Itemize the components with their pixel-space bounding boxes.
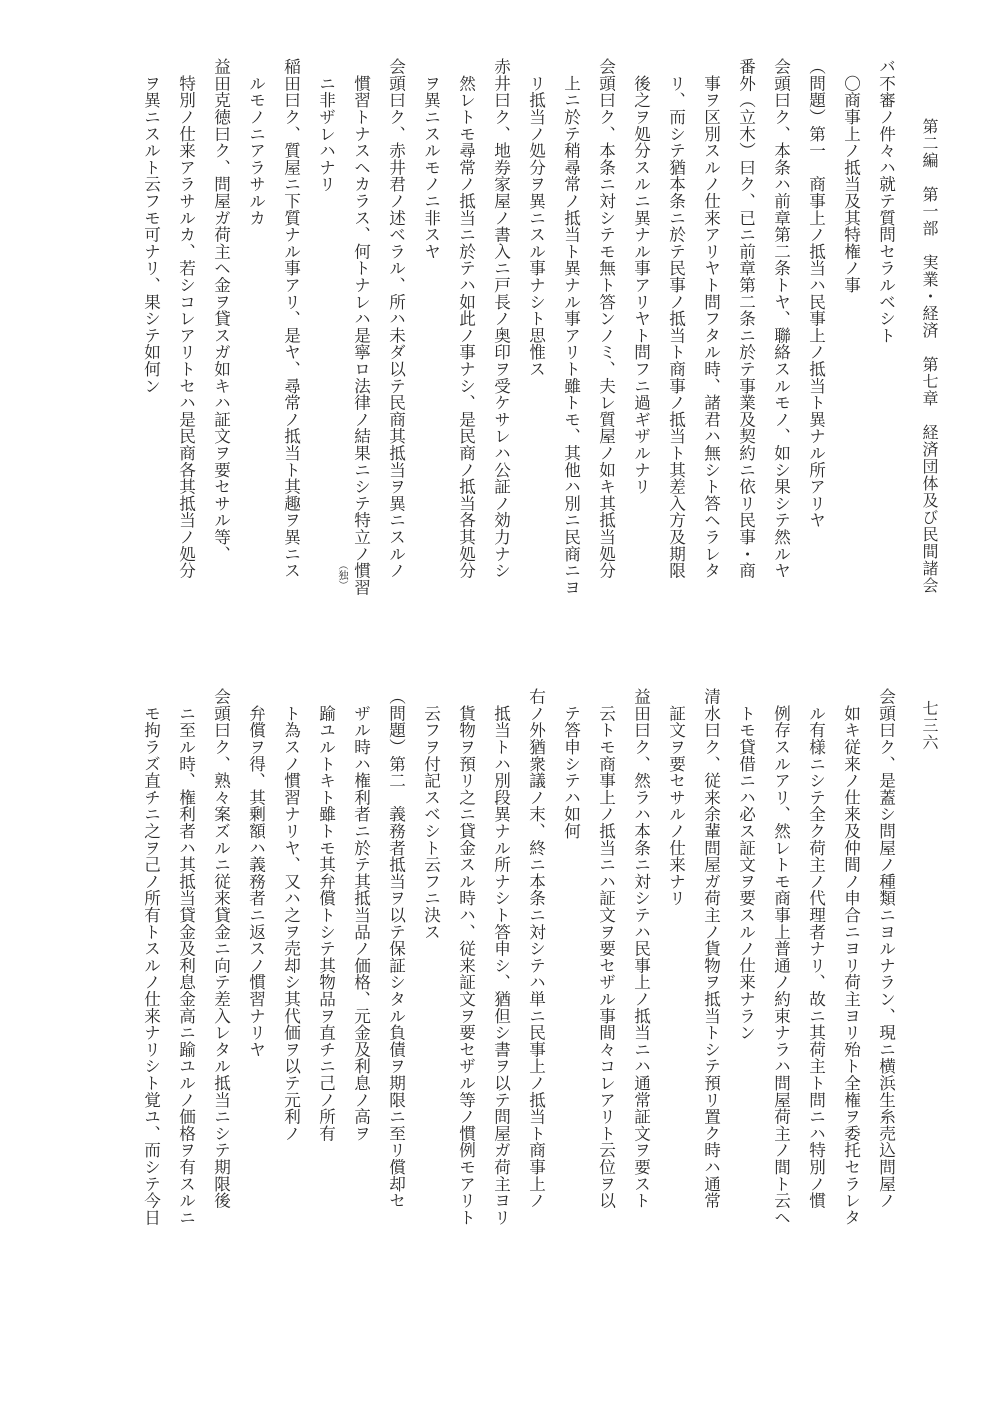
text-column: ヲ異ニスルト云フモ可ナリ、果シテ如何ン [141,58,161,394]
text-column: 慣習トナスヘカラス、何トナレハ是寧ロ法律ノ結果ニシテ特立ノ慣習 [351,58,371,596]
running-header: 第二編 第一部 実業・経済 第七章 経済団体及び民間諸会 [920,118,939,594]
text-column: 会頭曰ク、赤井君ノ述ベラル、所ハ未ダ以テ民商其抵当ヲ異ニスルノ [386,58,406,579]
text-column: 云トモ商事上ノ抵当ニハ証文ヲ要セザル事間々コレアリト云位ヲ以 [596,688,616,1209]
text-column: 会頭曰ク、熟々案ズルニ従来貸金ニ向テ差入レタル抵当ニシテ期限後 [211,688,231,1209]
text-column: 〇商事上ノ抵当及其特権ノ事 [841,58,861,294]
text-column: 特別ノ仕来アラサルカ、若シコレアリトセハ是民商各其抵当ノ処分 [176,58,196,579]
text-column: リ抵当ノ処分ヲ異ニスル事ナシト思惟ス [526,58,546,378]
text-column: 会頭曰ク、是蓋シ問屋ノ種類ニヨルナラン、現ニ横浜生糸売込問屋ノ [876,688,896,1209]
text-column: 事ヲ区別スルノ仕来アリヤト問フタル時、諸君ハ無シト答ヘラレタ [701,58,721,579]
text-column: 益田曰ク、然ラハ本条ニ対シテハ民事上ノ抵当ニハ通常証文ヲ要スト [631,688,651,1209]
text-column: 云フヲ付記スベシト云フニ決ス [421,688,441,940]
text-column: 貨物ヲ預リ之ニ貸金スル時ハ、従来証文ヲ要セザル等ノ慣例モアリト [456,688,476,1226]
text-column: ニ至ル時、権利者ハ其抵当貸金及利息金高ニ踰ユルノ価格ヲ有スルニ [176,688,196,1226]
text-column: 会頭曰ク、本条ニ対シテモ無ト答ンノミ、夫レ質屋ノ如キ其抵当処分 [596,58,616,579]
text-column: 証文ヲ要セサルノ仕来ナリ [666,688,686,907]
text-column: 稲田曰ク、質屋ニ下質ナル事アリ、是ヤ、尋常ノ抵当ト其趣ヲ異ニス [281,58,301,579]
text-column: トモ貸借ニハ必ス証文ヲ要スルノ仕来ナラン [736,688,756,1041]
text-column: モ拘ラズ直チニ之ヲ己ノ所有トスルノ仕来ナリシト覚ユ、而シテ今日 [141,688,161,1226]
text-column: ル有様ニシテ全ク荷主ノ代理者ナリ、故ニ其荷主ト問ニハ特別ノ慣 [806,688,826,1209]
text-column: 番外（立木）曰ク、已ニ前章第二条ニ於テ事業及契約ニ依リ民事・商 [736,58,756,579]
text-column: 弁償ヲ得、其剰額ハ義務者ニ返スノ慣習ナリヤ [246,688,266,1058]
text-column: （問題）第二 義務者抵当ヲ以テ保証シタル負債ヲ期限ニ至リ償却セ [386,688,406,1209]
text-column: 益田克徳曰ク、問屋ガ荷主ヘ金ヲ貸スガ如キハ証文ヲ要セサル等、 [211,58,231,562]
text-column: 赤井曰ク、地券家屋ノ書入ニ戸長ノ奥印ヲ受ケサレハ公証ノ効力ナシ [491,58,511,579]
text-column: 後之ヲ処分スルニ異ナル事アリヤト問フニ過ギザルナリ [631,58,651,495]
text-column: ヲ異ニスルモノニ非スヤ [421,58,441,260]
text-column: リ、而シテ猶本条ニ於テ民事ノ抵当ト商事ノ抵当ト其差入方及期限 [666,58,686,579]
text-column: テ答申シテハ如何 [561,688,581,840]
text-column: 上ニ於テ稍尋常ノ抵当ト異ナル事アリト雖トモ、其他ハ別ニ民商ニヨ [561,58,581,596]
text-column: （問題）第一 商事上ノ抵当ハ民事上ノ抵当ト異ナル所アリヤ [806,58,826,529]
text-column: ト為スノ慣習ナリヤ、又ハ之ヲ売却シ其代価ヲ以テ元利ノ [281,688,301,1142]
text-column: 踰ユルトキト雖トモ其弁償トシテ其物品ヲ直チニ己ノ所有 [316,688,336,1142]
text-column: 右ノ外猶衆議ノ末、終ニ本条ニ対シテハ単ニ民事上ノ抵当ト商事上ノ [526,688,546,1209]
text-column: 例存スルアリ、然レトモ商事上普通ノ約束ナラハ問屋荷主ノ間ト云ヘ [771,688,791,1226]
text-column: 清水曰ク、従来余輩問屋ガ荷主ノ貨物ヲ抵当トシテ預リ置ク時ハ通常 [701,688,721,1209]
text-column: 会頭曰ク、本条ハ前章第二条トヤ、聯絡スルモノ、如シ果シテ然ルヤ [771,58,791,579]
text-column: 抵当トハ別段異ナル所ナシト答申シ、猶但シ書ヲ以テ問屋ガ荷主ヨリ [491,688,511,1226]
text-column: 然レトモ尋常ノ抵当ニ於テハ如此ノ事ナシ、是民商ノ抵当各其処分 [456,58,476,579]
page-number: 七三六 [920,700,939,751]
ruby-annotation: （独） [336,560,347,590]
text-column: ザル時ハ権利者ニ於テ其抵当品ノ価格、元金及利息ノ高ヲ [351,688,371,1142]
text-column: ルモノニアラサルカ [246,58,266,226]
text-column: バ不審ノ件々ハ就テ質問セラルベシト [876,58,896,344]
text-column: 如キ従来ノ仕来及仲間ノ申合ニヨリ荷主ヨリ殆ト全権ヲ委托セラレタ [841,688,861,1226]
text-column: ニ非ザレハナリ [316,58,336,193]
